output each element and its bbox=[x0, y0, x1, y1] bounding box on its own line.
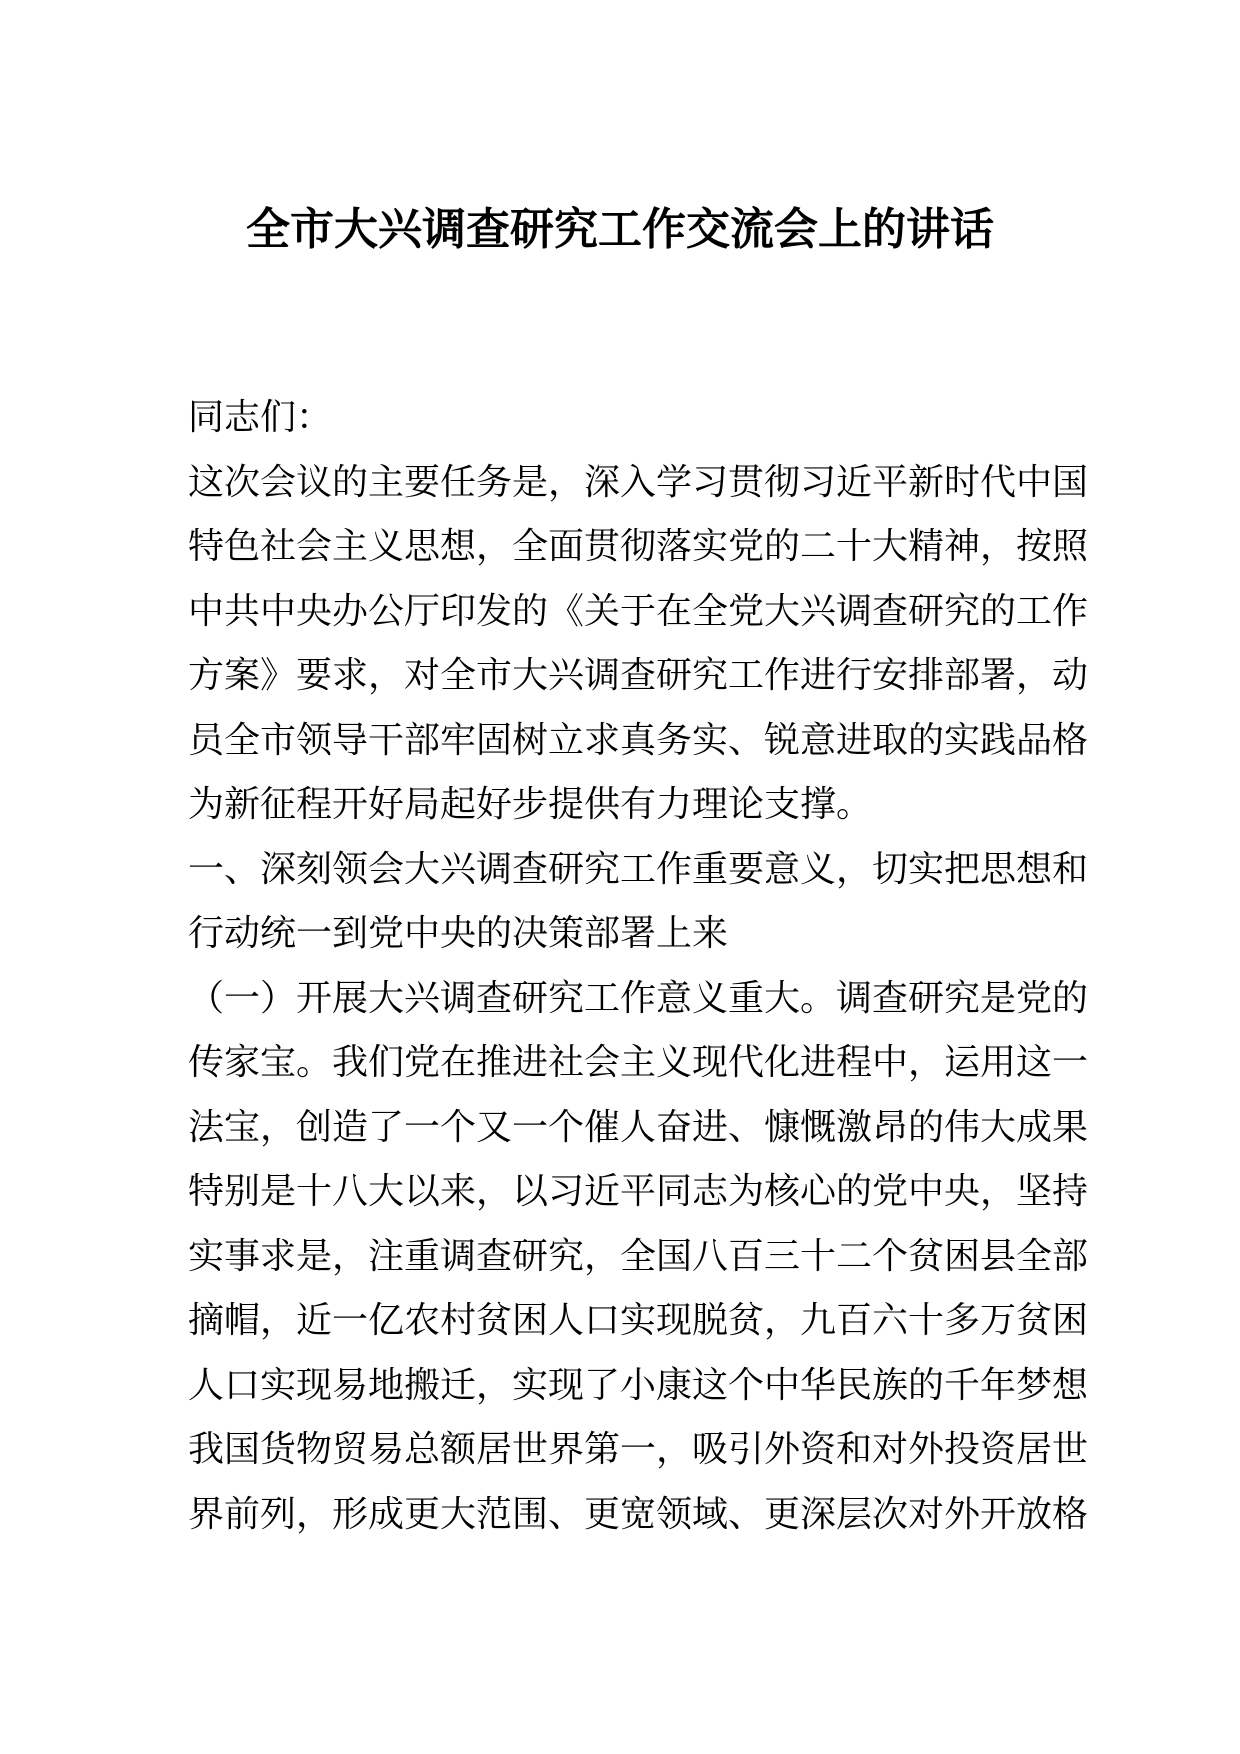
section-heading-line: 行动统一到党中央的决策部署上来 bbox=[188, 913, 729, 954]
body-line: 传家宝。我们党在推进社会主义现代化进程中，运用这一 bbox=[188, 1042, 1089, 1083]
body-line: 摘帽，近一亿农村贫困人口实现脱贫，九百六十多万贫困 bbox=[188, 1300, 1089, 1341]
body-line: 员全市领导干部牢固树立求真务实、锐意进取的实践品格 bbox=[188, 719, 1089, 761]
body-line: 界前列，形成更大范围、更宽领域、更深层次对外开放格 bbox=[188, 1493, 1089, 1535]
body-line: 我国货物贸易总额居世界第一，吸引外资和对外投资居世 bbox=[188, 1429, 1089, 1470]
body-line: 方案》要求，对全市大兴调查研究工作进行安排部署，动 bbox=[188, 655, 1089, 696]
document-body bbox=[188, 386, 1089, 1547]
body-line: 特色社会主义思想，全面贯彻落实党的二十大精神，按照 bbox=[188, 526, 1089, 567]
body-line: 中共中央办公厅印发的《关于在全党大兴调查研究的工作 bbox=[188, 590, 1089, 632]
body-line: 为新征程开好局起好步提供有力理论支撑。 bbox=[188, 784, 873, 825]
body-line: 这次会议的主要任务是，深入学习贯彻习近平新时代中国 bbox=[188, 461, 1089, 503]
body-line: 法宝，创造了一个又一个催人奋进、慷慨激昂的伟大成果 bbox=[188, 1106, 1089, 1148]
section-heading-line: 一、深刻领会大兴调查研究工作重要意义，切实把思想和 bbox=[188, 848, 1089, 890]
salutation-line: 同志们： bbox=[188, 397, 333, 438]
document-title: 全市大兴调查研究工作交流会上的讲话 bbox=[246, 204, 994, 255]
body-line: （一）开展大兴调查研究工作意义重大。调查研究是党的 bbox=[188, 977, 1089, 1019]
body-line: 人口实现易地搬迁，实现了小康这个中华民族的千年梦想 bbox=[188, 1364, 1089, 1406]
body-line: 特别是十八大以来，以习近平同志为核心的党中央，坚持 bbox=[188, 1171, 1089, 1212]
body-line: 实事求是，注重调查研究，全国八百三十二个贫困县全部 bbox=[188, 1235, 1089, 1277]
